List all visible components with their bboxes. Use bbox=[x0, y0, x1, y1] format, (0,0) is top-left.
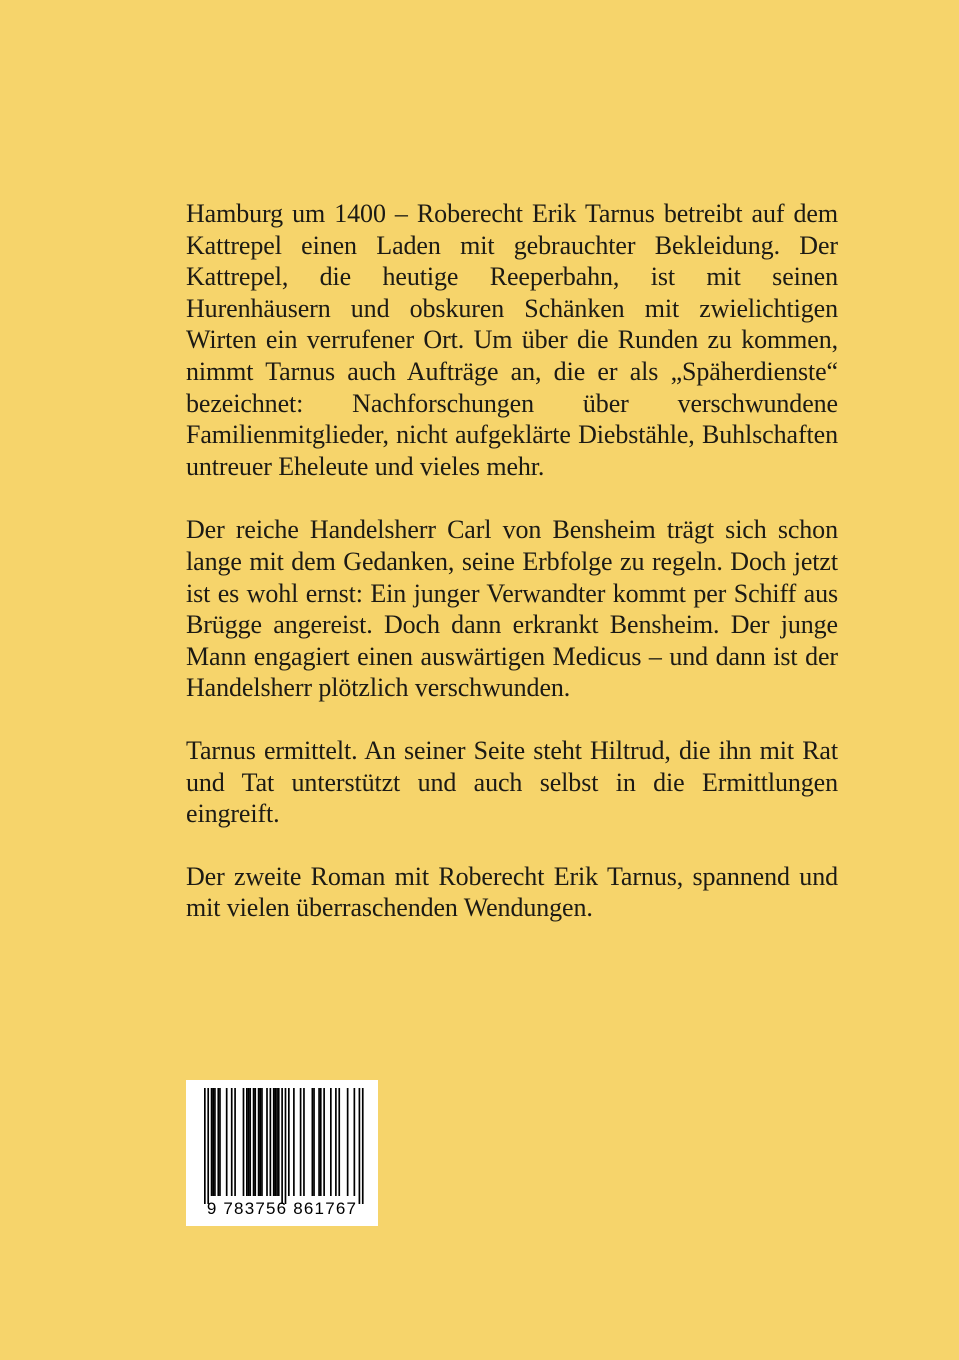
barcode-guard-bar bbox=[207, 1088, 209, 1204]
barcode-bar bbox=[276, 1088, 278, 1196]
barcode-bar bbox=[234, 1088, 236, 1196]
barcode-bar bbox=[246, 1088, 248, 1196]
barcode-bar bbox=[249, 1088, 251, 1196]
barcode-bar bbox=[275, 1088, 277, 1196]
barcode-guard-bar bbox=[285, 1088, 287, 1204]
barcode-guard-bar bbox=[362, 1088, 364, 1204]
barcode-bar bbox=[347, 1088, 349, 1196]
barcode-bar bbox=[320, 1088, 322, 1196]
blurb-paragraph-3: Tarnus ermittelt. An seiner Seite steht Hiltrud, die ihn mit Rat und Tat unterstützt und auch selbst in die Ermittlungen eingreift. bbox=[186, 735, 838, 829]
isbn-barcode bbox=[186, 1080, 378, 1226]
barcode-bar bbox=[261, 1088, 263, 1196]
blurb-paragraph-4: Der zweite Roman mit Roberecht Erik Tarnus, spannend und mit vielen überraschenden Wendungen. bbox=[186, 861, 838, 923]
barcode-bar bbox=[254, 1088, 256, 1196]
barcode-bar bbox=[273, 1088, 275, 1196]
barcode-bar bbox=[330, 1088, 332, 1196]
barcode-bar bbox=[293, 1088, 295, 1196]
barcode-guard-bar bbox=[204, 1088, 206, 1204]
isbn-number: 9 783756 861767 bbox=[206, 1199, 358, 1218]
barcode-bar bbox=[248, 1088, 250, 1196]
barcode-bar bbox=[313, 1088, 315, 1196]
blurb-paragraph-1: Hamburg um 1400 – Roberecht Erik Tarnus betreibt auf dem Kattrepel einen Laden mit gebrauchter Bekleidung. Der Kattrepel, die heutige Reeperbahn, ist mit seinen Hurenhäusern und obskuren Schänken mit zwielichtigen Wirten ein verrufener Ort. Um über die Runden zu kommen, nimmt Tarnus auch Aufträge an, die er als „Späherdienste“ bezeichnet: Nachforschungen über verschwundene Familienmitglieder, nicht aufgeklärte Diebstähle, Buhlschaften untreuer Eheleute und vieles mehr. bbox=[186, 199, 838, 481]
barcode-bar bbox=[253, 1088, 255, 1196]
barcode-bar bbox=[231, 1088, 233, 1196]
barcode-bar bbox=[338, 1088, 340, 1196]
barcode-bar bbox=[219, 1088, 221, 1196]
barcode-bar bbox=[335, 1088, 337, 1196]
blurb-paragraph-2: Der reiche Handelsherr Carl von Bensheim trägt sich schon lange mit dem Gedanken, seine Erbfolge zu regeln. Doch jetzt ist es wohl ernst: Ein junger Verwandter kommt per Schiff aus Brügge angereist. Doch dann erkrankt Bensheim. Der junge Mann engagiert einen auswärtigen Medicus – und dann ist der Handelsherr plötzlich verschwunden. bbox=[186, 515, 838, 703]
barcode-bar bbox=[288, 1088, 290, 1196]
barcode-bar bbox=[217, 1088, 219, 1196]
barcode-bar bbox=[303, 1088, 305, 1196]
barcode-bar bbox=[300, 1088, 302, 1196]
barcode-bar bbox=[318, 1088, 320, 1196]
blurb-text bbox=[186, 198, 838, 955]
barcode-bar bbox=[258, 1088, 260, 1196]
barcode-bar bbox=[354, 1088, 356, 1196]
barcode-bar bbox=[226, 1088, 228, 1196]
barcode-bar bbox=[212, 1088, 214, 1196]
barcode-guard-bar bbox=[359, 1088, 361, 1204]
barcode-bar bbox=[266, 1088, 268, 1196]
barcode-bar bbox=[312, 1088, 314, 1196]
barcode-bar bbox=[259, 1088, 261, 1196]
barcode-bar bbox=[243, 1088, 245, 1196]
barcode-bar bbox=[270, 1088, 272, 1196]
barcode-bar bbox=[323, 1088, 325, 1196]
barcode-guard-bar bbox=[281, 1088, 283, 1204]
barcode-bar bbox=[214, 1088, 216, 1196]
barcode-bar bbox=[211, 1088, 213, 1196]
barcode-bar bbox=[278, 1088, 280, 1196]
